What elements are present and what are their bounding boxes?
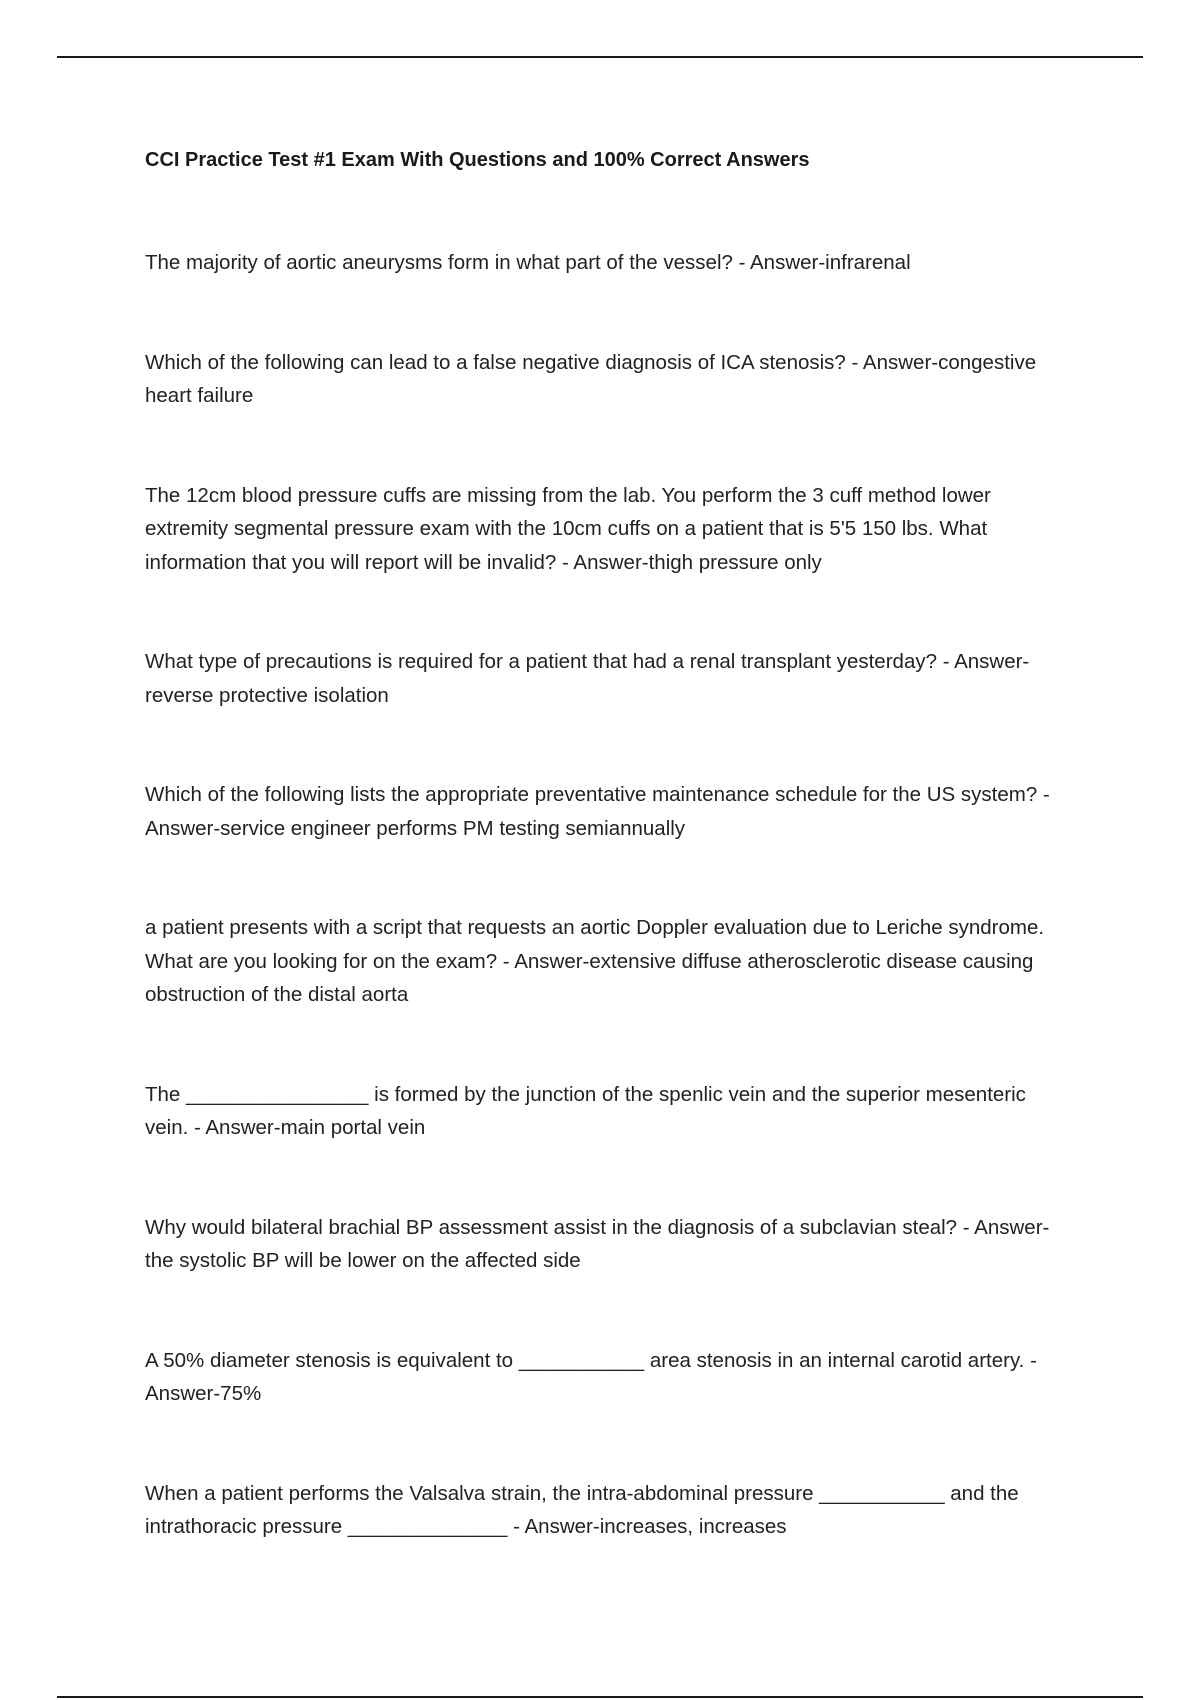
question-item: When a patient performs the Valsalva strain, the intra-abdominal pressure ___________ and the intrathoracic pressure ______________ - Answer-increases, increases [145, 1481, 1019, 1538]
question-item: Which of the following can lead to a false negative diagnosis of ICA stenosis? - Answer-congestive heart failure [145, 350, 1037, 407]
document-body [145, 146, 1065, 1544]
question-list [145, 246, 1065, 1544]
question-item: What type of precautions is required for a patient that had a renal transplant yesterday? - Answer-reverse protective isolation [145, 650, 1030, 707]
top-rule [57, 56, 1143, 58]
question-item: Which of the following lists the appropriate preventative maintenance schedule for the US system? - Answer-service engineer performs PM testing semiannually [145, 783, 1050, 840]
question-item: a patient presents with a script that requests an aortic Doppler evaluation due to Leriche syndrome. What are you looking for on the exam? - Answer-extensive diffuse atherosclerotic disease causing obstruction of the distal aorta [145, 916, 1045, 1006]
bottom-rule [57, 1696, 1143, 1698]
question-item: A 50% diameter stenosis is equivalent to ___________ area stenosis in an internal carotid artery. - Answer-75% [145, 1348, 1037, 1405]
document-title: CCI Practice Test #1 Exam With Questions and 100% Correct Answers [145, 149, 810, 171]
question-item: Why would bilateral brachial BP assessment assist in the diagnosis of a subclavian steal? - Answer-the systolic BP will be lower on the affected side [145, 1215, 1050, 1272]
question-item: The majority of aortic aneurysms form in what part of the vessel? - Answer-infrarenal [145, 251, 911, 274]
question-item: The ________________ is formed by the junction of the spenlic vein and the superior mesenteric vein. - Answer-main portal vein [145, 1082, 1026, 1139]
question-item: The 12cm blood pressure cuffs are missing from the lab. You perform the 3 cuff method lower extremity segmental pressure exam with the 10cm cuffs on a patient that is 5'5 150 lbs. What information that you will report will be invalid? - Answer-thigh pressure only [145, 483, 991, 574]
